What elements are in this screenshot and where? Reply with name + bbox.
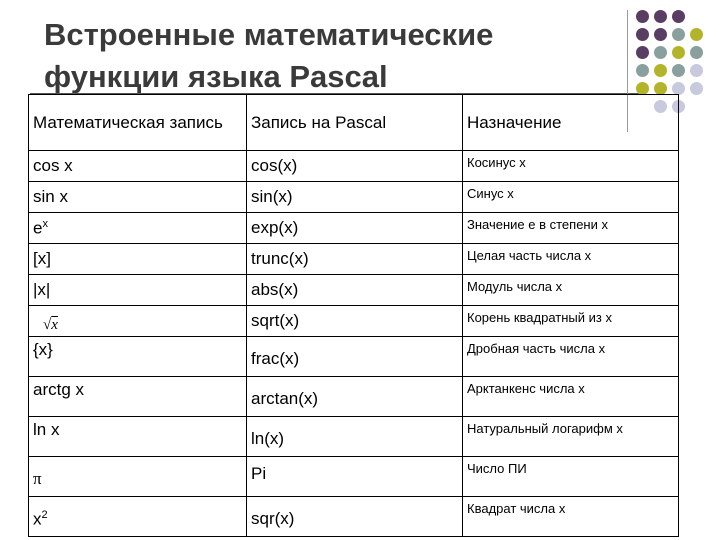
table-row (29, 417, 679, 457)
decor-dot (654, 64, 667, 77)
pascal-cell: sqrt(x) (247, 306, 463, 337)
math-cell (29, 213, 247, 244)
math-cell (29, 497, 247, 537)
pascal-cell: trunc(x) (247, 244, 463, 275)
decor-dot (690, 82, 703, 95)
table-row (29, 497, 679, 537)
decor-dot (672, 64, 685, 77)
decor-dot (636, 46, 649, 59)
table-row (29, 151, 679, 182)
decor-dot (654, 10, 667, 23)
pascal-cell: arctan(x) (247, 377, 463, 417)
table-row (29, 306, 679, 337)
pi-symbol: π (33, 469, 42, 488)
math-cell (29, 457, 247, 497)
functions-table (28, 94, 679, 537)
decor-dot (636, 10, 649, 23)
table-row (29, 275, 679, 306)
pascal-cell: frac(x) (247, 337, 463, 377)
purpose-cell: Дробная часть числа x (463, 337, 679, 377)
pascal-cell: sin(x) (247, 182, 463, 213)
decor-dot (690, 64, 703, 77)
decor-dot (690, 28, 703, 41)
table-row (29, 457, 679, 497)
sqrt-icon: √ (43, 317, 52, 333)
sqrt-argument: x (51, 317, 58, 333)
table-row (29, 213, 679, 244)
pascal-cell: cos(x) (247, 151, 463, 182)
decor-dot (636, 28, 649, 41)
math-cell: ln x (29, 417, 247, 457)
exp-superscript: x (42, 218, 48, 230)
decor-dot (672, 46, 685, 59)
pascal-cell: sqr(x) (247, 497, 463, 537)
pascal-cell: abs(x) (247, 275, 463, 306)
purpose-cell: Синус x (463, 182, 679, 213)
math-cell: sin x (29, 182, 247, 213)
math-cell: |x| (29, 275, 247, 306)
purpose-cell: Натуральный логарифм x (463, 417, 679, 457)
decor-dot (654, 46, 667, 59)
pascal-cell: Pi (247, 457, 463, 497)
column-header-math: Математическая запись (29, 95, 247, 151)
math-cell: cos x (29, 151, 247, 182)
slide-title: Встроенные математические функции языка Pascal (44, 17, 494, 94)
decor-dot (654, 28, 667, 41)
table-header-row (29, 95, 679, 151)
table-row (29, 377, 679, 417)
math-cell: [x] (29, 244, 247, 275)
decor-dot (690, 46, 703, 59)
table-row (29, 244, 679, 275)
purpose-cell: Число ПИ (463, 457, 679, 497)
column-header-pascal: Запись на Pascal (247, 95, 463, 151)
purpose-cell: Значение е в степени x (463, 213, 679, 244)
decor-dot (672, 10, 685, 23)
decor-dot (636, 64, 649, 77)
purpose-cell: Арктанкенс числа x (463, 377, 679, 417)
table-row (29, 337, 679, 377)
math-cell (29, 306, 247, 337)
exp-base: e (33, 218, 43, 238)
math-cell: {x} (29, 337, 247, 377)
column-header-purpose: Назначение (463, 95, 679, 151)
purpose-cell: Целая часть числа x (463, 244, 679, 275)
table-row (29, 182, 679, 213)
purpose-cell: Модуль числа x (463, 275, 679, 306)
math-cell: arctg x (29, 377, 247, 417)
purpose-cell: Квадрат числа x (463, 497, 679, 537)
purpose-cell: Корень квадратный из x (463, 306, 679, 337)
pascal-cell: ln(x) (247, 417, 463, 457)
purpose-cell: Косинус x (463, 151, 679, 182)
decor-dot (672, 28, 685, 41)
power-superscript: 2 (41, 509, 48, 521)
pascal-cell: exp(x) (247, 213, 463, 244)
power-base: x (33, 509, 42, 529)
